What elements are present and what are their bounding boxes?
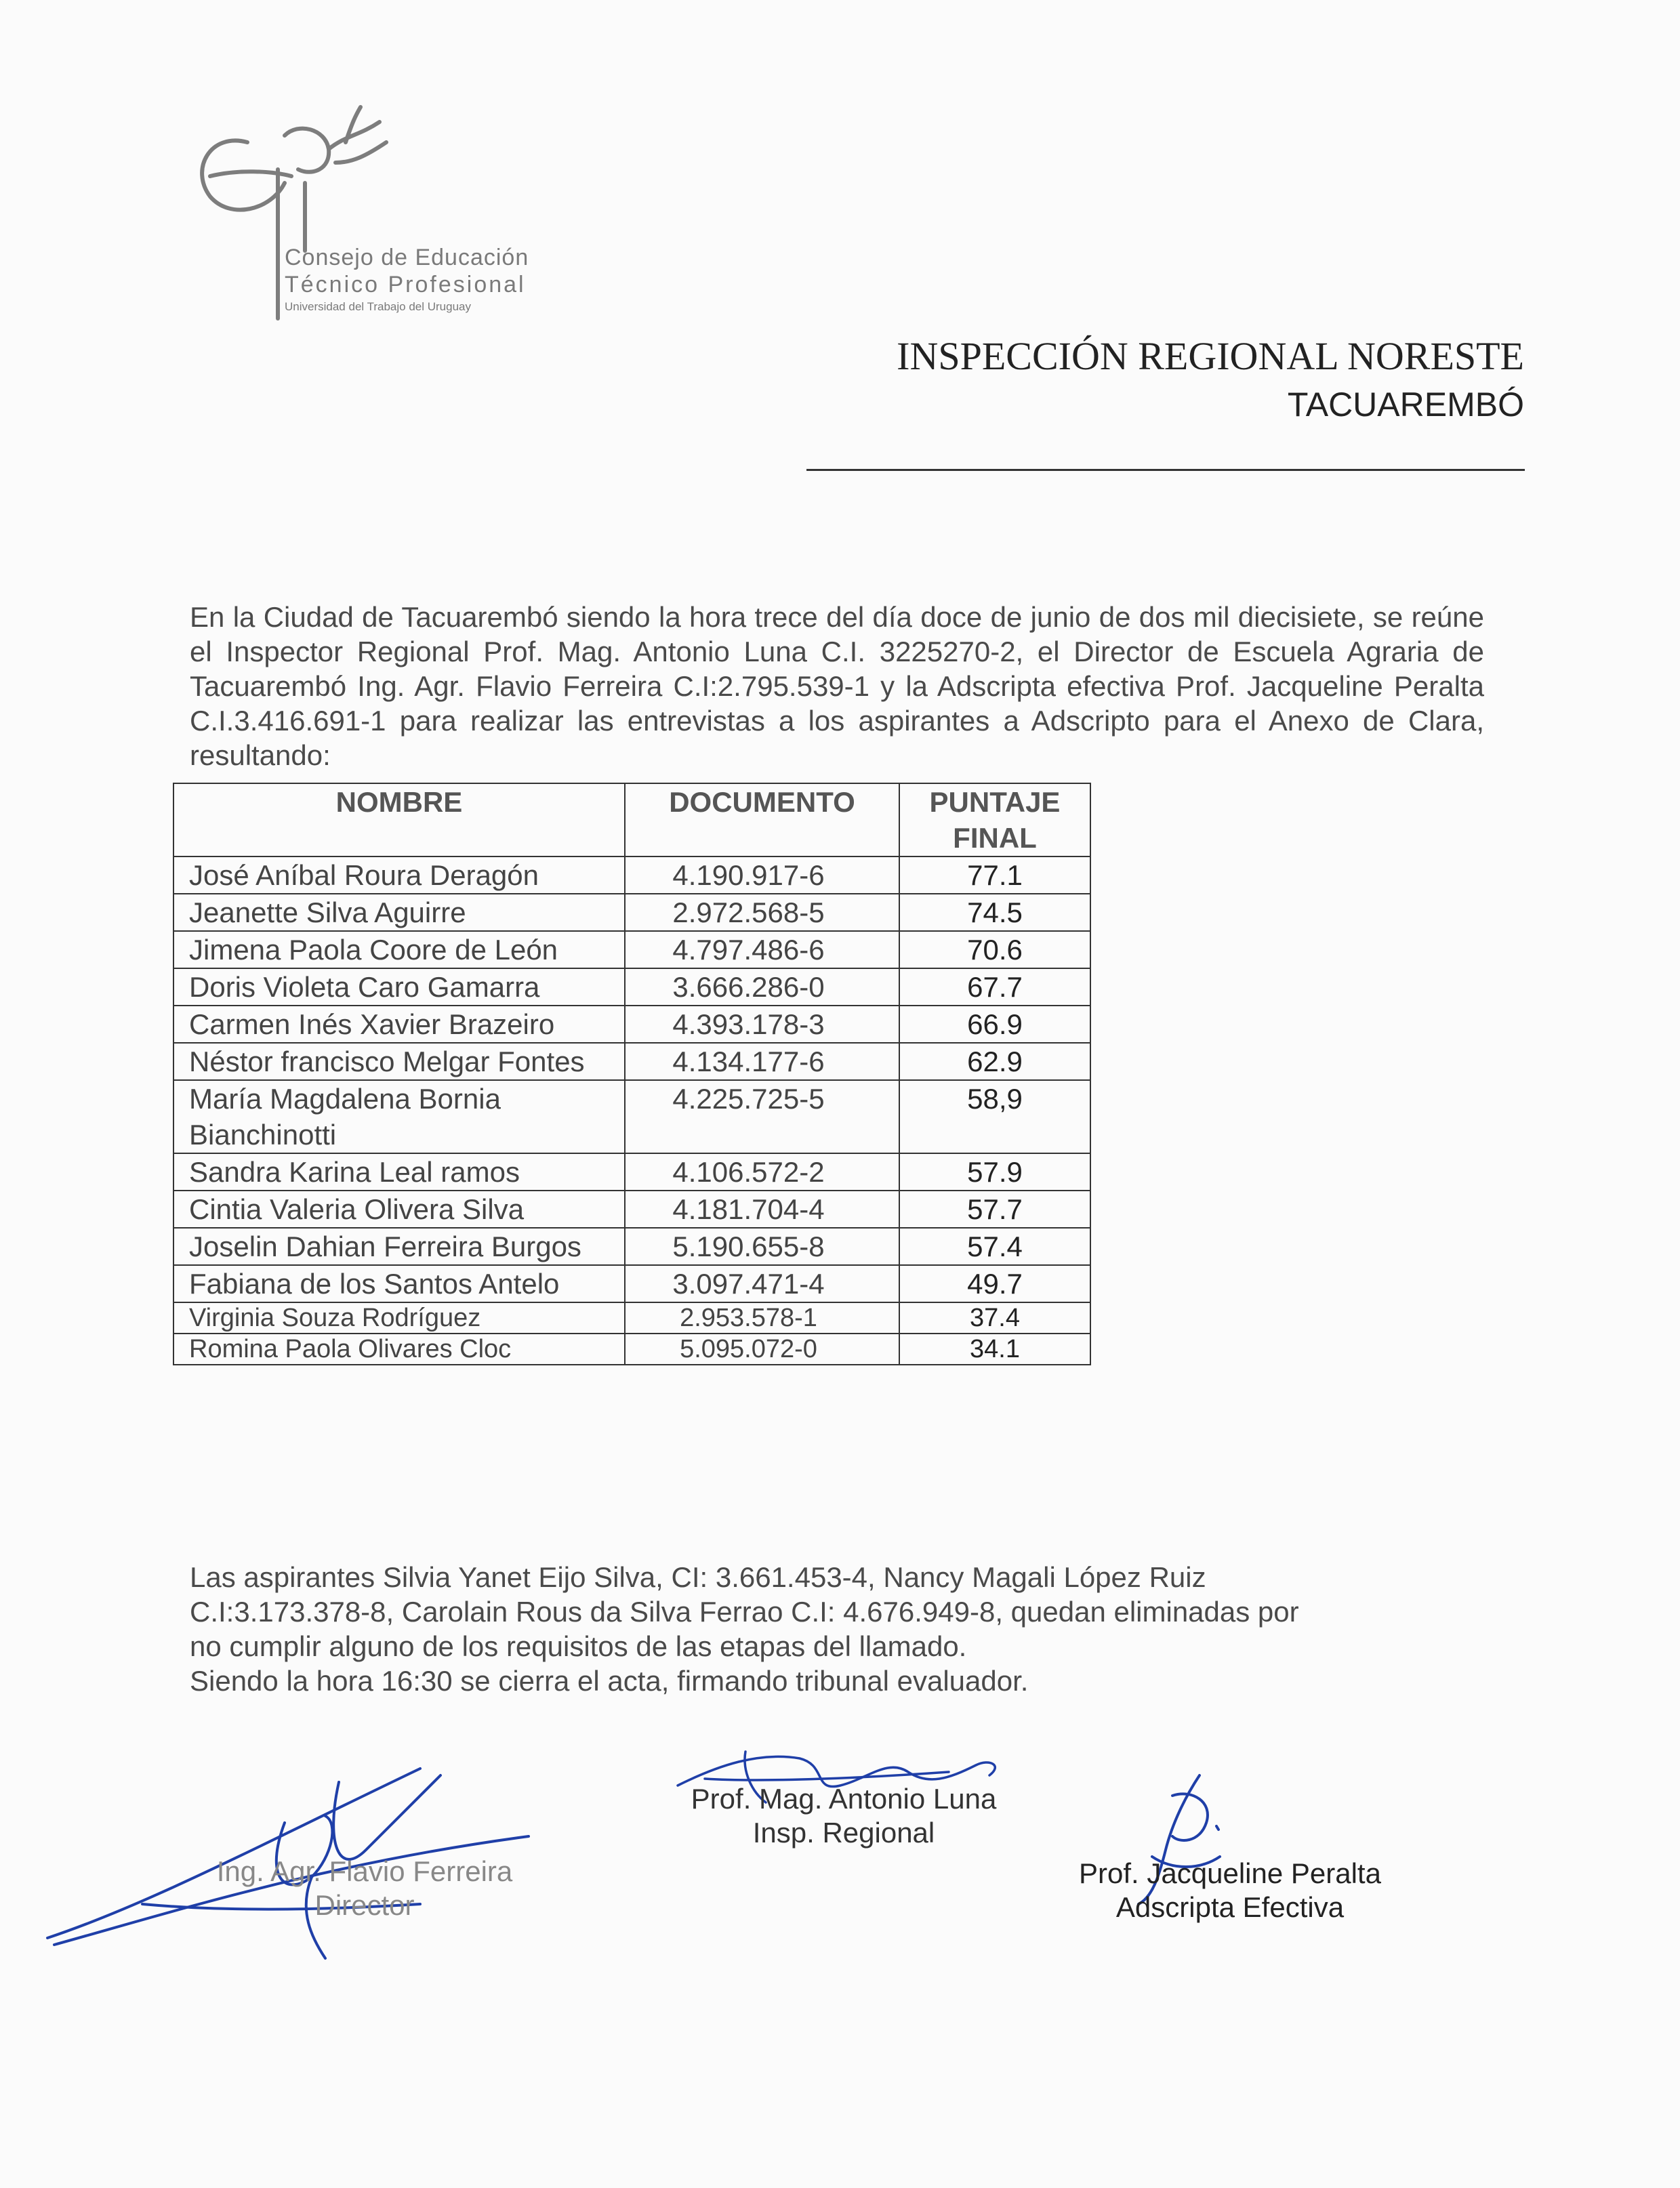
luna-name: Prof. Mag. Antonio Luna bbox=[691, 1783, 997, 1815]
row-name: Fabiana de los Santos Antelo bbox=[173, 1265, 625, 1302]
logo-line1: Consejo de Educación bbox=[285, 245, 529, 270]
header-document: DOCUMENTO bbox=[625, 783, 899, 856]
row-name: José Aníbal Roura Deragón bbox=[173, 856, 625, 894]
row-score: 34.1 bbox=[899, 1334, 1090, 1365]
table-header-row bbox=[173, 783, 1090, 856]
row-name: Virginia Souza Rodríguez bbox=[173, 1302, 625, 1334]
row-score: 70.6 bbox=[899, 931, 1090, 968]
closing-paragraph bbox=[190, 1560, 1437, 1698]
document-subtitle: TACUAREMBÓ bbox=[1287, 386, 1524, 424]
table-row bbox=[173, 1191, 1090, 1228]
row-document: 2.972.568-5 bbox=[625, 894, 899, 931]
row-name: Néstor francisco Melgar Fontes bbox=[173, 1043, 625, 1080]
peralta-name: Prof. Jacqueline Peralta bbox=[1079, 1857, 1381, 1889]
table-row bbox=[173, 968, 1090, 1006]
table-row bbox=[173, 1334, 1090, 1365]
row-name: María Magdalena Bornia Bianchinotti bbox=[173, 1080, 625, 1153]
cetp-logo bbox=[183, 95, 562, 332]
header-name: NOMBRE bbox=[173, 783, 625, 856]
row-name: Jeanette Silva Aguirre bbox=[173, 894, 625, 931]
row-name: Romina Paola Olivares Cloc bbox=[173, 1334, 625, 1365]
table-row bbox=[173, 1080, 1090, 1153]
row-score: 57.9 bbox=[899, 1153, 1090, 1191]
table-row bbox=[173, 1228, 1090, 1265]
row-name: Carmen Inés Xavier Brazeiro bbox=[173, 1006, 625, 1043]
table-row bbox=[173, 1302, 1090, 1334]
row-score: 66.9 bbox=[899, 1006, 1090, 1043]
table-row bbox=[173, 856, 1090, 894]
row-score: 74.5 bbox=[899, 894, 1090, 931]
header-divider bbox=[806, 469, 1525, 471]
row-document: 4.106.572-2 bbox=[625, 1153, 899, 1191]
row-name: Cintia Valeria Olivera Silva bbox=[173, 1191, 625, 1228]
luna-role: Insp. Regional bbox=[752, 1817, 935, 1849]
luna-signature-block bbox=[668, 1782, 1020, 1850]
closing-line: no cumplir alguno de los requisitos de las etapas del llamado. bbox=[190, 1630, 967, 1662]
ferreira-role: Director bbox=[314, 1889, 415, 1921]
peralta-signature-block bbox=[1050, 1857, 1410, 1924]
row-document: 4.190.917-6 bbox=[625, 856, 899, 894]
row-document: 5.095.072-0 bbox=[625, 1334, 899, 1365]
row-document: 4.181.704-4 bbox=[625, 1191, 899, 1228]
ferreira-signature-scribble bbox=[41, 1741, 556, 1965]
row-name: Joselin Dahian Ferreira Burgos bbox=[173, 1228, 625, 1265]
row-score: 57.7 bbox=[899, 1191, 1090, 1228]
table-row bbox=[173, 894, 1090, 931]
logo-text bbox=[285, 244, 529, 316]
row-score: 49.7 bbox=[899, 1265, 1090, 1302]
ferreira-name: Ing. Agr. Flavio Ferreira bbox=[216, 1855, 513, 1887]
row-name: Doris Violeta Caro Gamarra bbox=[173, 968, 625, 1006]
header-score: PUNTAJE FINAL bbox=[899, 783, 1090, 856]
document-title: INSPECCIÓN REGIONAL NORESTE bbox=[897, 334, 1524, 378]
row-document: 3.097.471-4 bbox=[625, 1265, 899, 1302]
row-document: 2.953.578-1 bbox=[625, 1302, 899, 1334]
row-score: 58,9 bbox=[899, 1080, 1090, 1153]
row-name: Jimena Paola Coore de León bbox=[173, 931, 625, 968]
table-row bbox=[173, 1006, 1090, 1043]
row-document: 4.225.725-5 bbox=[625, 1080, 899, 1153]
table-row bbox=[173, 1043, 1090, 1080]
row-document: 3.666.286-0 bbox=[625, 968, 899, 1006]
table-row bbox=[173, 931, 1090, 968]
row-score: 77.1 bbox=[899, 856, 1090, 894]
row-document: 4.797.486-6 bbox=[625, 931, 899, 968]
table-row bbox=[173, 1265, 1090, 1302]
closing-line: Las aspirantes Silvia Yanet Eijo Silva, CI: 3.661.453-4, Nancy Magali López Ruiz bbox=[190, 1561, 1206, 1593]
row-score: 67.7 bbox=[899, 968, 1090, 1006]
closing-line: Siendo la hora 16:30 se cierra el acta, firmando tribunal evaluador. bbox=[190, 1665, 1029, 1697]
row-document: 4.393.178-3 bbox=[625, 1006, 899, 1043]
results-table bbox=[173, 783, 1091, 1365]
ferreira-signature-block bbox=[188, 1855, 541, 1922]
row-score: 37.4 bbox=[899, 1302, 1090, 1334]
row-name: Sandra Karina Leal ramos bbox=[173, 1153, 625, 1191]
row-document: 5.190.655-8 bbox=[625, 1228, 899, 1265]
logo-line2: Técnico Profesional bbox=[285, 272, 526, 297]
table-row bbox=[173, 1153, 1090, 1191]
row-document: 4.134.177-6 bbox=[625, 1043, 899, 1080]
intro-paragraph: En la Ciudad de Tacuarembó siendo la hora trece del día doce de junio de dos mil diecisiete, se reúne el Inspector Regional Prof. Mag. Antonio Luna C.I. 3225270-2, el Director de Escuela Agraria de Tacuarembó Ing. Agr. Flavio Ferreira C.I:2.795.539-1 y la Adscripta efectiva Prof. Jacqueline Peralta C.I.3.416.691-1 para realizar las entrevistas a los aspirantes a Adscripto para el Anexo de Clara, resultando: bbox=[190, 601, 1484, 771]
closing-line: C.I:3.173.378-8, Carolain Rous da Silva Ferrao C.I: 4.676.949-8, quedan eliminadas por bbox=[190, 1596, 1299, 1628]
row-score: 62.9 bbox=[899, 1043, 1090, 1080]
row-score: 57.4 bbox=[899, 1228, 1090, 1265]
logo-line3: Universidad del Trabajo del Uruguay bbox=[285, 300, 471, 313]
peralta-role: Adscripta Efectiva bbox=[1115, 1891, 1345, 1923]
